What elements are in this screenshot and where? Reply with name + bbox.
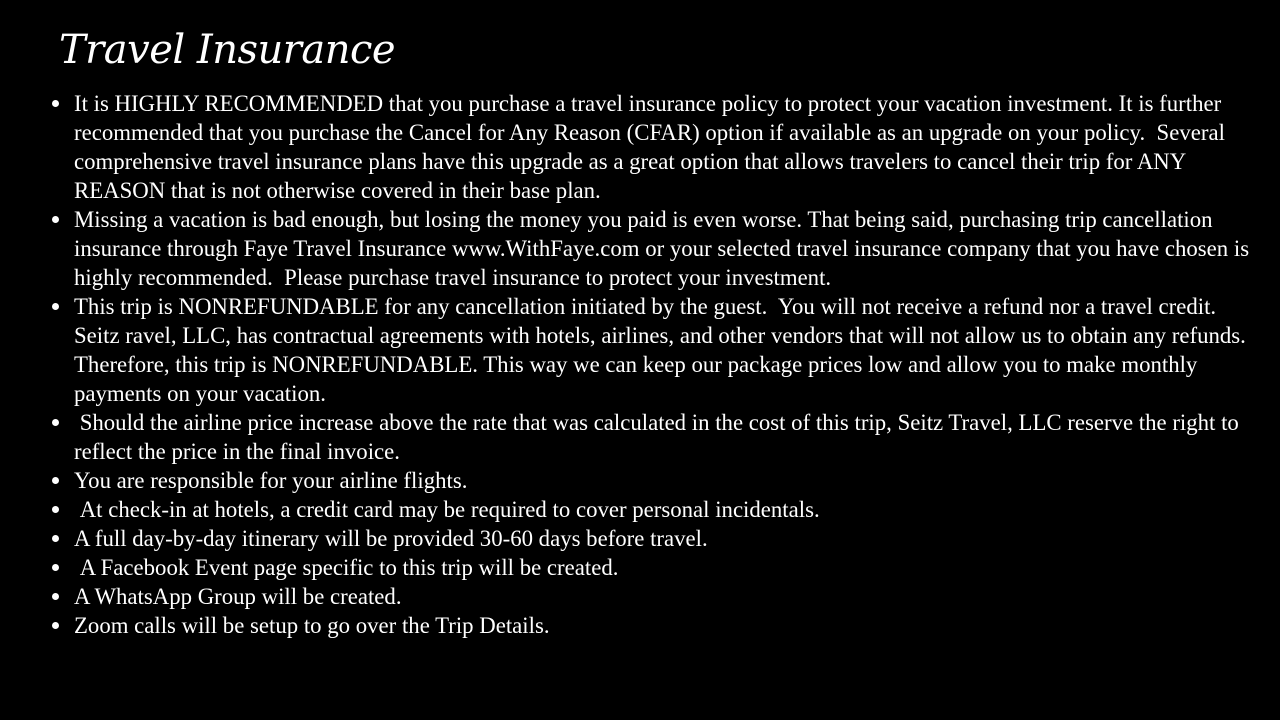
bullet-icon <box>52 535 59 542</box>
list-item <box>52 495 1262 524</box>
bullet-text: It is HIGHLY RECOMMENDED that you purchase a travel insurance policy to protect your vacation investment. It is further recommended that you purchase the Cancel for Any Reason (CFAR) option if available as an upgrade on your policy. Several comprehensive travel insurance plans have this upgrade as a great option that allows travelers to cancel their trip for ANY REASON that is not otherwise covered in their base plan. <box>74 91 1231 203</box>
bullet-icon <box>52 100 59 107</box>
bullet-icon <box>52 622 59 629</box>
bullet-icon <box>52 303 59 310</box>
list-item <box>52 408 1262 466</box>
bullet-icon <box>52 506 59 513</box>
bullet-icon <box>52 419 59 426</box>
bullet-icon <box>52 593 59 600</box>
bullet-text: A full day-by-day itinerary will be provided 30-60 days before travel. <box>74 526 708 551</box>
bullet-text: You are responsible for your airline flights. <box>74 468 468 493</box>
bullet-icon <box>52 216 59 223</box>
list-item <box>52 582 1262 611</box>
list-item <box>52 611 1262 640</box>
bullet-text: A Facebook Event page specific to this trip will be created. <box>74 555 619 580</box>
list-item <box>52 89 1262 205</box>
list-item <box>52 553 1262 582</box>
list-item <box>52 292 1262 408</box>
bullet-text: This trip is NONREFUNDABLE for any cancellation initiated by the guest. You will not receive a refund nor a travel credit. Seitz ravel, LLC, has contractual agreements with hotels, airlines, and other vendors that will not allow us to obtain any refunds. Therefore, this trip is NONREFUNDABLE. This way we can keep our package prices low and allow you to make monthly payments on your vacation. <box>74 294 1252 406</box>
slide-title: Travel Insurance <box>59 27 396 73</box>
bullet-icon <box>52 477 59 484</box>
bullet-icon <box>52 564 59 571</box>
bullet-text: A WhatsApp Group will be created. <box>74 584 402 609</box>
list-item <box>52 205 1262 292</box>
list-item <box>52 524 1262 553</box>
bullet-text: At check-in at hotels, a credit card may be required to cover personal incidentals. <box>74 497 820 522</box>
list-item <box>52 466 1262 495</box>
bullet-list <box>52 89 1262 640</box>
bullet-text: Should the airline price increase above the rate that was calculated in the cost of this trip, Seitz Travel, LLC reserve the right to reflect the price in the final invoice. <box>74 410 1245 464</box>
bullet-text: Zoom calls will be setup to go over the Trip Details. <box>74 613 550 638</box>
bullet-text: Missing a vacation is bad enough, but losing the money you paid is even worse. That being said, purchasing trip cancellation insurance through Faye Travel Insurance www.WithFaye.com or your selected travel insurance company that you have chosen is highly recommended. Please purchase travel insurance to protect your investment. <box>74 207 1255 290</box>
